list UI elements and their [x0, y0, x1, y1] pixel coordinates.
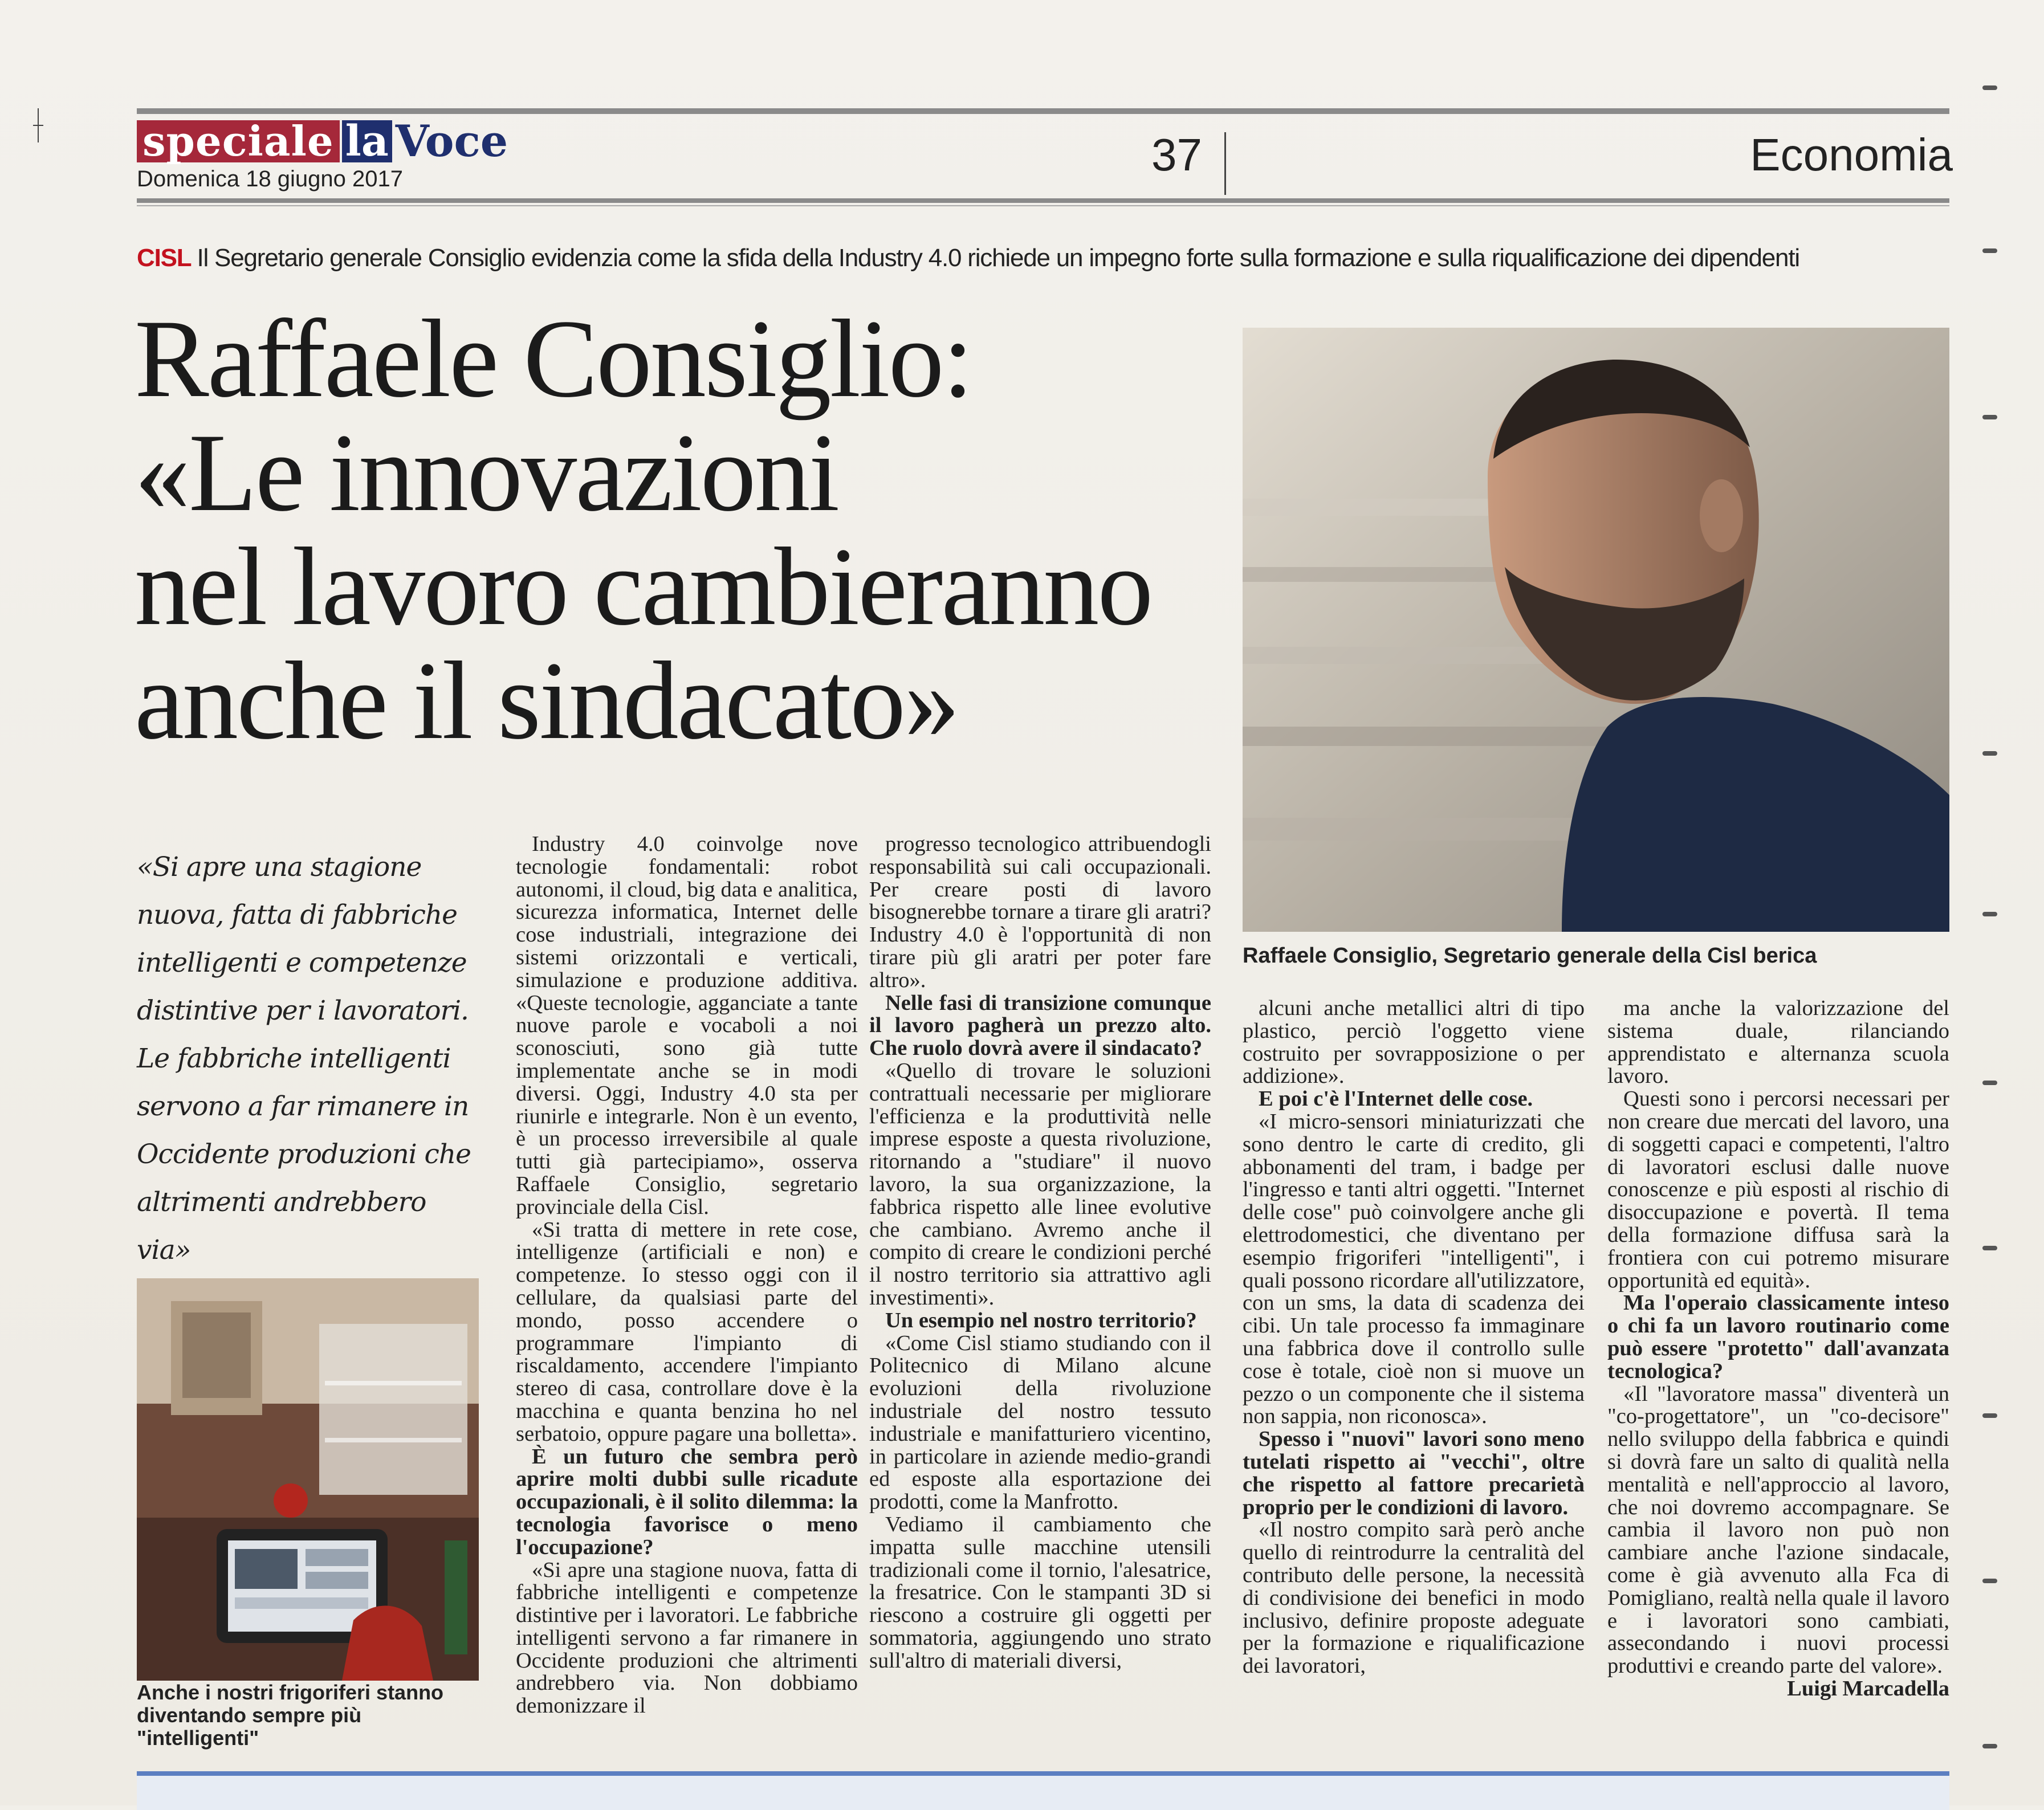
edge-tick-icon [1982, 415, 1997, 419]
paragraph: «Si apre una stagione nuova, fatta di fabbriche intelligenti e competenze distintive per i lavoratori. Le fabbriche intelligenti servono a far rimanere in Occidente produzioni che altrimenti andrebbero via. Non dobbiamo demonizzare il [516, 1558, 858, 1718]
paragraph: alcuni anche metallici altri di tipo plastico, perciò l'oggetto viene costruito per sovrapposizione o per addizione». [1243, 996, 1585, 1089]
paragraph: ma anche la valorizzazione del sistema duale, rilanciando apprendistato e alternanza scuola lavoro. [1607, 996, 1949, 1089]
edge-tick-icon [1982, 1744, 1997, 1748]
header-rule [137, 108, 1949, 114]
paragraph: «Quello di trovare le soluzioni contrattuali necessarie per migliorare l'efficienza e la produttività nelle imprese esposte a questa rivoluzione, ritornando a "studiare" il nuovo lavoro, la sua organizzazione, la fabbrica rispetto alle linee evolutive che cambiano. Avremo anche il compito di creare le condizioni perché il nostro territorio sia attrattivo agli investimenti». [869, 1058, 1211, 1310]
article-column-2 [869, 833, 1211, 1672]
page-number: 37 [1151, 129, 1202, 180]
paragraph: «Come Cisl stiamo studiando con il Politecnico di Milano alcune evoluzioni della rivoluzione industriale del nostro tessuto industriale e manifatturiero vicentino, in particolare in aziende medio-grandi ed esposte alla esportazione dei prodotti, come la Manfrotto. [869, 1331, 1211, 1514]
article-column-4 [1607, 997, 1949, 1701]
kicker [137, 244, 1799, 272]
headline-line: anche il sindacato» [135, 639, 959, 763]
issue-date: Domenica 18 giugno 2017 [137, 166, 404, 191]
paragraph: Questi sono i percorsi necessari per non creare due mercati del lavoro, una di soggetti capaci e competenti, l'altro di lavoratori esclusi dalle nuove conoscenze e più esposti al rischio di disoccupazione e povertà. Il tema della formazione diffusa sarà la frontiera con cui potremo misurare opportunità ed equità». [1607, 1087, 1949, 1293]
article-column-3 [1243, 997, 1585, 1678]
next-article-border [137, 1771, 1949, 1810]
paragraph: «Il "lavoratore massa" diventerà un "co-progettatore", un "co-decisore" nello sviluppo della fabbrica e quindi si dovrà fare un salto di qualità nella mentalità e nell'approccio al lavoro, che noi dovremo accompagnare. Se cambia il lavoro non può non cambiare anche l'azione sindacale, come è già avvenuto alla Fca di Pomigliano, realtà nella quale il lavoro e i lavoratori sono cambiati, assecondando i nuovi processi produttivi e creando parte del valore». [1607, 1381, 1949, 1678]
paragraph: Vediamo il cambiamento che impatta sulle macchine utensili tradizionali come il tornio, l'alesatrice, la fresatrice. Con le stampanti 3D si riescono a costruire gli oggetti per sommatoria, aggiungendo uno strato sull'altro di materiali diversi, [869, 1512, 1211, 1673]
masthead-la: la [342, 120, 392, 162]
section-name: Economia [1750, 129, 1953, 180]
masthead-logo [137, 116, 508, 166]
edge-tick-icon [1982, 912, 1997, 916]
fridge-caption: Anche i nostri frigoriferi stanno diventando sempre più "intelligenti" [137, 1681, 444, 1750]
interview-question: Nelle fasi di transizione comunque il lavoro pagherà un prezzo alto. Che ruolo dovrà avere il sindacato? [869, 990, 1211, 1061]
paragraph: «I micro-sensori miniaturizzati che sono dentro le carte di credito, gli abbonamenti del tram, i badge per l'ingresso e tanti altri oggetti. "Internet delle cose" può coinvolgere anche gli elettrodomestici, che diventano per esempio frigoriferi "intelligenti", i quali possono ricordare all'utilizzatore, con un sms, la data di scadenza dei cibi. Un tale processo fa immaginare una fabbrica dove il controllo sulle cose è totale, cioè non si muove un pezzo o un componente che il sistema non sappia, non riconosca». [1243, 1109, 1585, 1429]
paragraph: «Si tratta di mettere in rete cose, intelligenze (artificiali e non) e competenze. Io stesso oggi con il cellulare, da qualsiasi parte del mondo, posso accendere o programmare l'impianto di riscaldamento, accendere l'impianto stereo di casa, controllare dove è la macchina e quanta benzina ho nel serbatoio, oppure pagare una bolletta». [516, 1217, 858, 1446]
edge-tick-icon [1982, 1579, 1997, 1583]
portrait-photo [1243, 328, 1949, 932]
edge-tick-icon [1982, 1081, 1997, 1085]
article-column-1 [516, 833, 858, 1718]
interview-question: Spesso i "nuovi" lavori sono meno tutelati rispetto ai "vecchi", oltre che rispetto al fattore precarietà proprio per le condizioni di lavoro. [1243, 1427, 1585, 1519]
header-rule-bottom [137, 198, 1949, 203]
edge-tick-icon [1982, 751, 1997, 756]
edge-tick-icon [1982, 248, 1997, 253]
masthead-voce: Voce [395, 116, 508, 166]
headline-line: «Le innovazioni [135, 411, 838, 535]
pull-quote: «Si apre una stagione nuova, fatta di fabbriche intelligenti e competenze distintive per i lavoratori. Le fabbriche intelligenti servono a far rimanere in Occidente produzioni che altrimenti andrebbero via» [137, 851, 471, 1266]
kicker-tag: CISL [137, 244, 192, 272]
interview-question: Ma l'operaio classicamente inteso o chi fa un lavoro routinario come può essere "protetto" dall'avanzata tecnologica? [1607, 1291, 1949, 1383]
paragraph: Industry 4.0 coinvolge nove tecnologie fondamentali: robot autonomi, il cloud, big data e analitica, sicurezza informatica, Internet delle cose industriali, integrazione dei sistemi orizzontali e verticali, simulazione e produzione additiva. «Queste tecnologie, agganciate a tante nuove parole e vocaboli a noi sconosciuti, sono già tutte implementate anche se in modi diversi. Oggi, Industry 4.0 sta per riunirle e integrarle. Non è un evento, è un processo irreversibile al quale tutti già partecipiamo», osserva Raffaele Consiglio, segretario provinciale della Cisl. [516, 832, 858, 1219]
interview-question: E poi c'è l'Internet delle cose. [1259, 1087, 1533, 1111]
kicker-text: Il Segretario generale Consiglio evidenzia come la sfida della Industry 4.0 richiede un impegno forte sulla formazione e sulla riqualificazione dei dipendenti [197, 244, 1799, 272]
paragraph: progresso tecnologico attribuendogli responsabilità sui cali occupazionali. Per creare posti di lavoro bisognerebbe tornare a tirare gli aratri? Industry 4.0 è l'opportunità di non tirare più gli aratri per poter fare altro». [869, 832, 1211, 992]
headline-line: nel lavoro cambieranno [135, 525, 1152, 649]
edge-tick-icon [1982, 1413, 1997, 1418]
paragraph: «Il nostro compito sarà però anche quello di reintrodurre la centralità del contributo delle persone, la necessità di condivisione dei benefici in modo inclusivo, definire proposte adeguate per la formazione e riqualificazione dei lavoratori, [1243, 1518, 1585, 1678]
edge-tick-icon [1982, 85, 1997, 90]
fridge-photo [137, 1278, 479, 1681]
headline-line: Raffaele Consiglio: [135, 297, 972, 421]
interview-question: È un futuro che sembra però aprire molti dubbi sulle ricadute occupazionali, è il solito dilemma: la tecnologia favorisce o meno l'occupazione? [516, 1444, 858, 1559]
header-rule-thin [137, 205, 1949, 206]
headline [135, 297, 1229, 763]
crop-mark-icon [33, 108, 43, 142]
interview-question: Un esempio nel nostro territorio? [885, 1308, 1197, 1332]
header-divider [1224, 132, 1226, 195]
masthead-speciale: speciale [137, 120, 340, 162]
portrait-caption: Raffaele Consiglio, Segretario generale della Cisl berica [1243, 944, 1817, 968]
edge-tick-icon [1982, 1246, 1997, 1250]
author-signature: Luigi Marcadella [1787, 1676, 1949, 1701]
